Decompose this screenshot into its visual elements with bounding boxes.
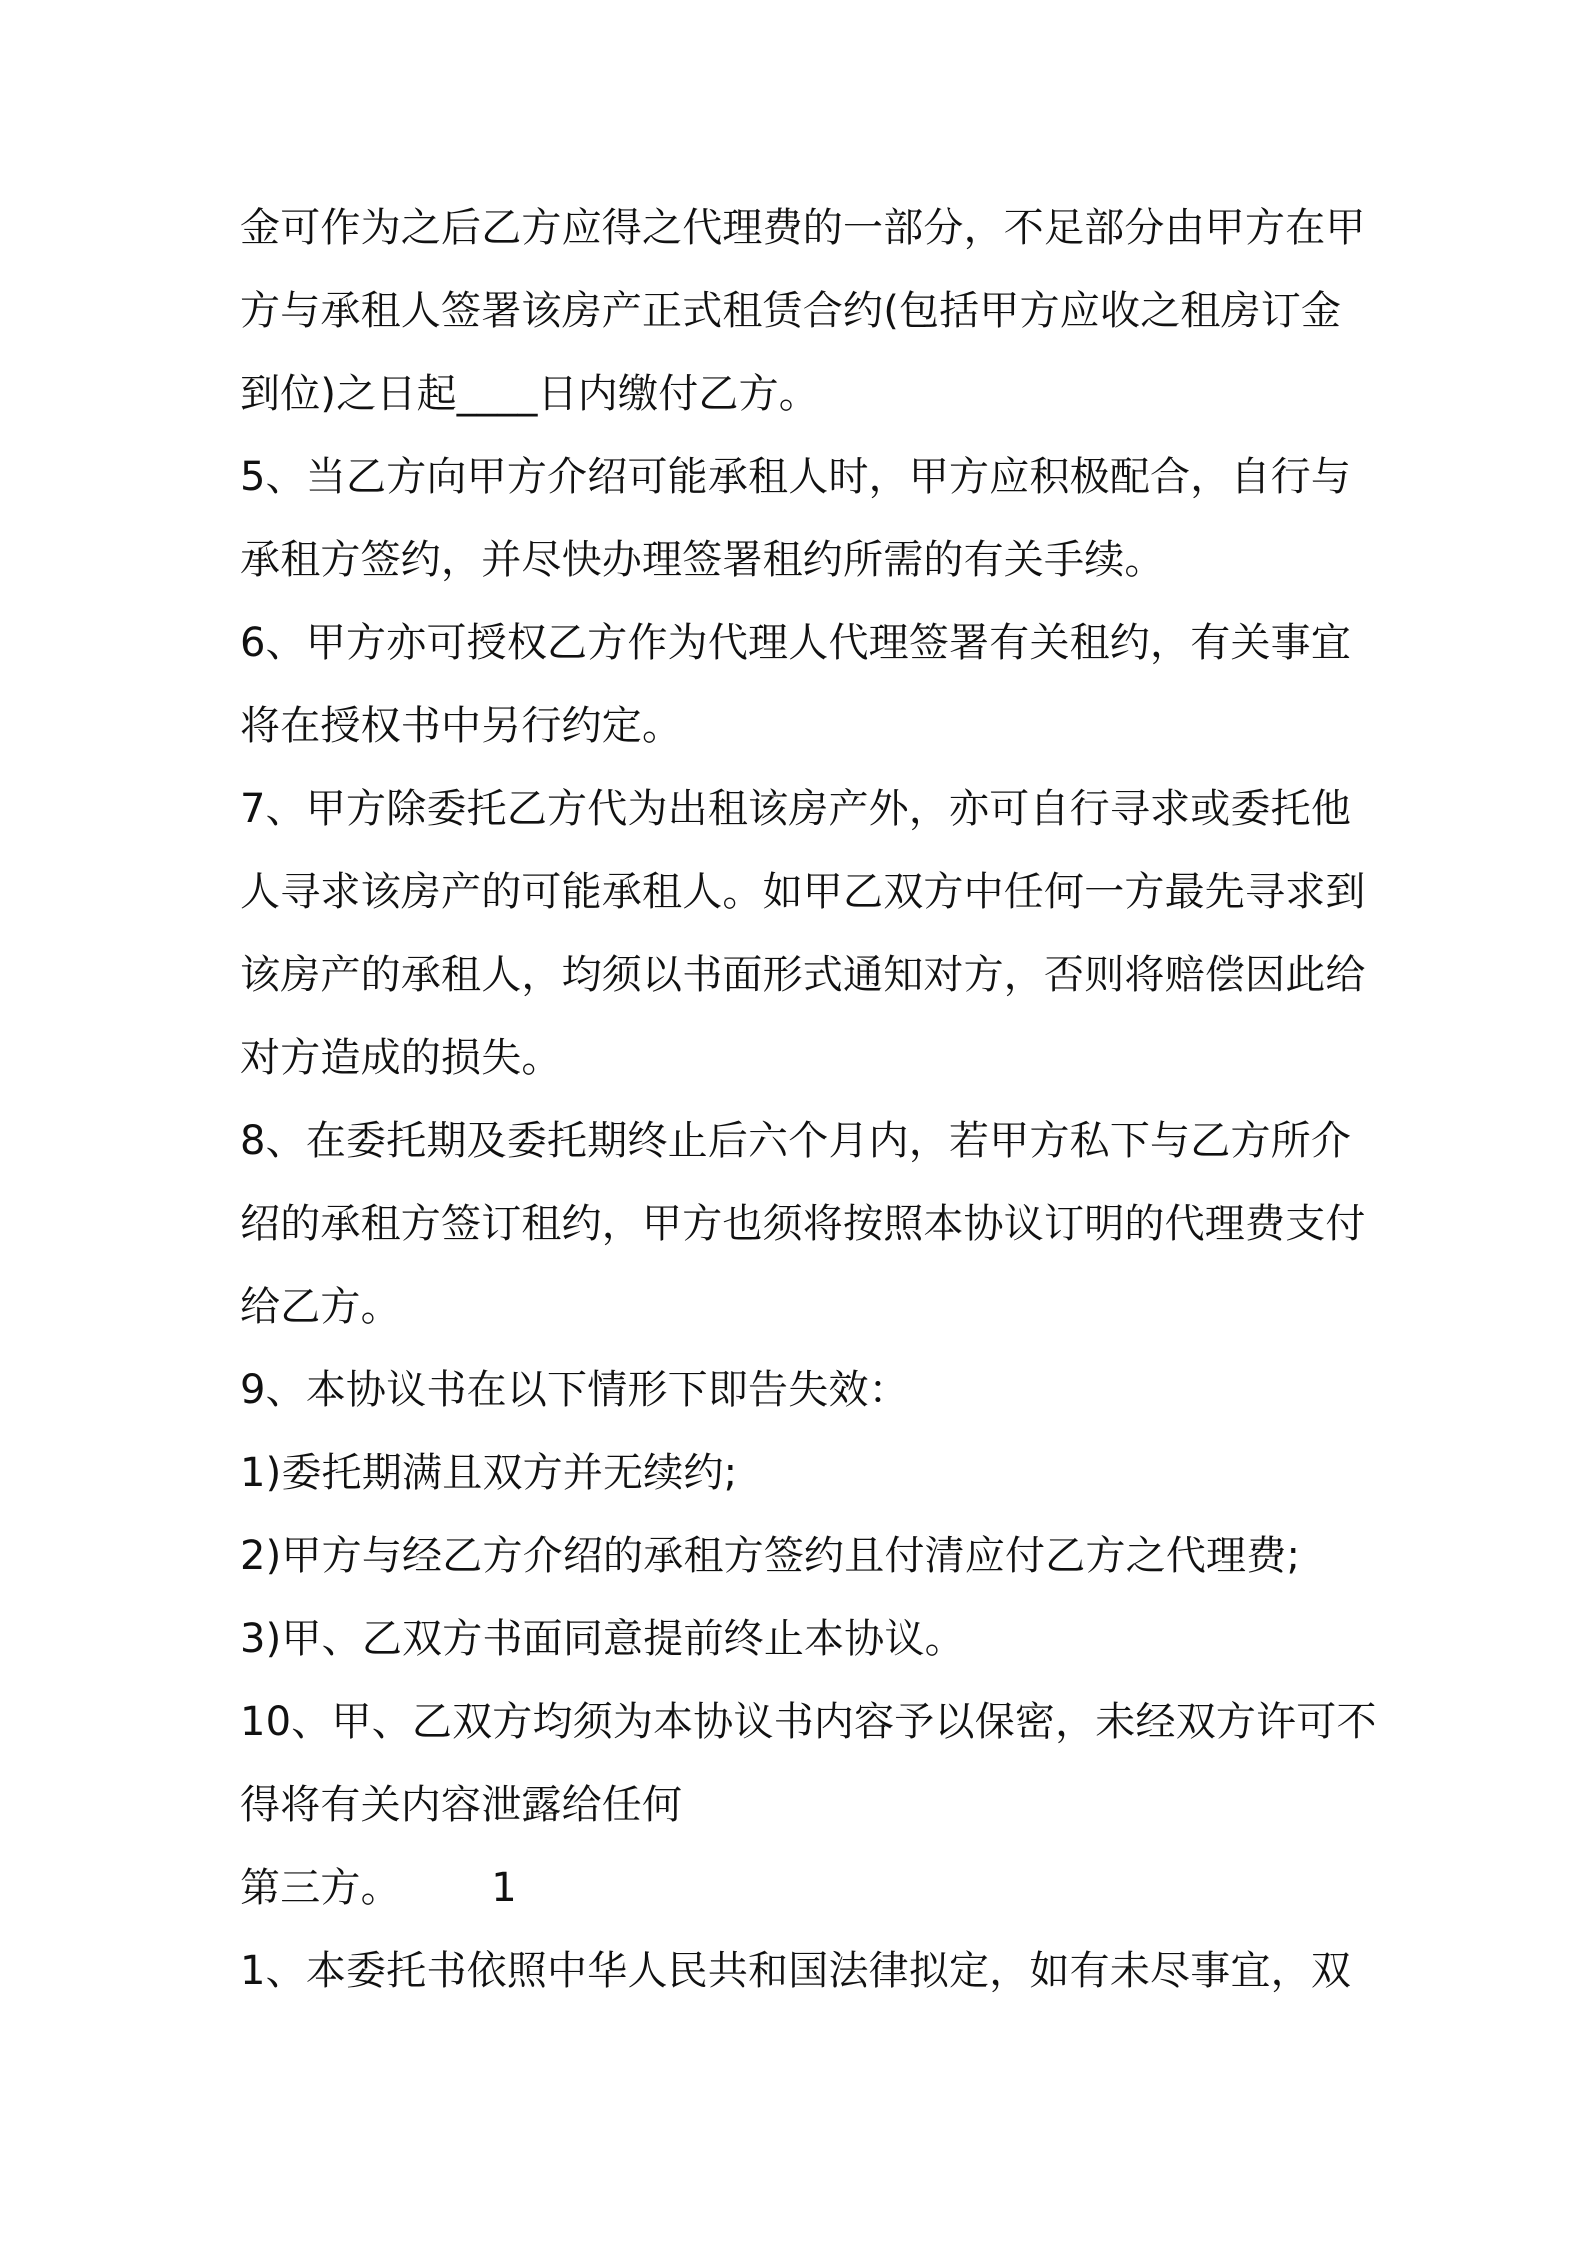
- text-line: 给乙方。: [240, 1284, 401, 1330]
- text-line: 方与承租人签署该房产正式租赁合约(包括甲方应收之租房订金: [240, 288, 1342, 334]
- text-line: 第三方。 1: [240, 1865, 517, 1911]
- clause-10-line: 10、甲、乙双方均须为本协议书内容予以保密，未经双方许可不: [240, 1699, 1377, 1745]
- text-line: 得将有关内容泄露给任何: [240, 1782, 683, 1828]
- clause-9-line: 9、本协议书在以下情形下即告失效：: [240, 1367, 909, 1413]
- sub-item-1: 1)委托期满且双方并无续约;: [240, 1450, 738, 1496]
- text-line: 承租方签约，并尽快办理签署租约所需的有关手续。: [240, 537, 1165, 583]
- clause-1-line: 1、本委托书依照中华人民共和国法律拟定，如有未尽事宜，双: [240, 1948, 1352, 1994]
- text-line: 将在授权书中另行约定。: [240, 703, 683, 749]
- text-line: 该房产的承租人，均须以书面形式通知对方，否则将赔偿因此给: [240, 952, 1366, 998]
- clause-6-line: 6、甲方亦可授权乙方作为代理人代理签署有关租约，有关事宜: [240, 620, 1352, 666]
- text-line: 到位)之日起____日内缴付乙方。: [240, 371, 820, 417]
- text-line: 对方造成的损失。: [240, 1035, 562, 1081]
- clause-7-line: 7、甲方除委托乙方代为出租该房产外，亦可自行寻求或委托他: [240, 786, 1352, 832]
- text-line: 金可作为之后乙方应得之代理费的一部分，不足部分由甲方在甲: [240, 205, 1366, 251]
- clause-5-line: 5、当乙方向甲方介绍可能承租人时，甲方应积极配合，自行与: [240, 454, 1352, 500]
- text-line: 人寻求该房产的可能承租人。如甲乙双方中任何一方最先寻求到: [240, 869, 1366, 915]
- sub-item-3: 3)甲、乙双方书面同意提前终止本协议。: [240, 1616, 965, 1662]
- sub-item-2: 2)甲方与经乙方介绍的承租方签约且付清应付乙方之代理费;: [240, 1533, 1301, 1579]
- text-line: 绍的承租方签订租约，甲方也须将按照本协议订明的代理费支付: [240, 1201, 1366, 1247]
- clause-8-line: 8、在委托期及委托期终止后六个月内，若甲方私下与乙方所介: [240, 1118, 1352, 1164]
